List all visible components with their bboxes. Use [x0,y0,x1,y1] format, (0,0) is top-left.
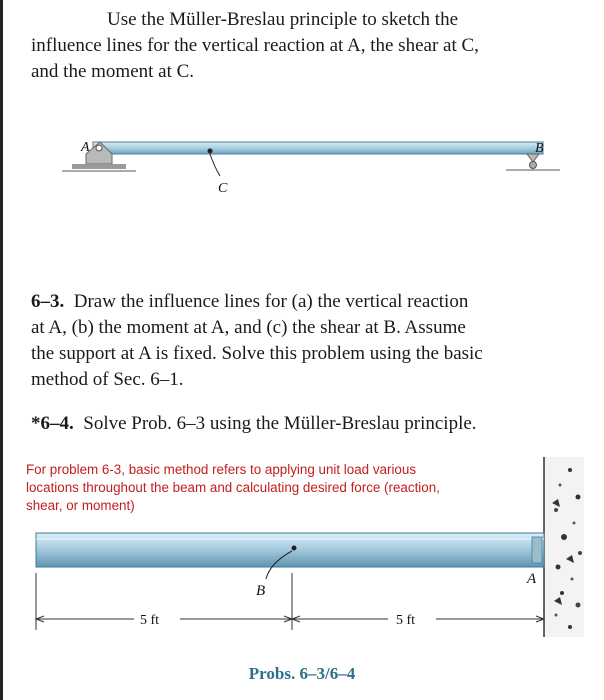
note-line1: For problem 6-3, basic method refers to applying unit load various [26,462,417,477]
label-b: B [535,141,544,156]
problem-6-2-line2: influence lines for the vertical reaction at A, the shear at C, [31,35,479,56]
fixed-end-plate [532,537,542,563]
roller-support-b [506,154,560,170]
problem-6-3-line2: at A, (b) the moment at A, and (c) the shear at B. Assume [31,317,466,338]
label-c: C [218,181,228,196]
problem-6-2-line1: Use the Müller-Breslau principle to sketch the [107,9,459,30]
note-line3: shear, or moment) [26,498,135,513]
problem-6-3-line4: method of Sec. 6–1. [31,369,184,390]
problem-6-4-text: Solve Prob. 6–3 using the Müller-Breslau principle. [83,413,477,434]
label-a: A [81,140,90,155]
dimension-left: 5 ft [140,613,160,628]
problem-6-3-text1: Draw the influence lines for (a) the vertical reaction [73,291,469,312]
cantilever-beam [36,533,544,567]
problem-6-3-number: 6–3. [31,291,65,312]
point-c-marker [208,149,213,154]
note-line2: locations throughout the beam and calculating desired force (reaction, [26,480,440,495]
problem-6-3-line3: the support at A is fixed. Solve this problem using the basic [31,343,483,364]
figure-caption: Probs. 6–3/6–4 [248,664,356,683]
problem-6-2-line3: and the moment at C. [31,61,195,82]
point-b-marker [292,546,297,551]
problem-6-4-line [31,412,477,436]
beam-ab [93,142,543,154]
figure-2-cantilever-diagram [0,455,604,640]
point-c-leader [210,154,220,176]
dimension-lines [36,573,544,630]
problem-6-4-number: *6–4. [31,413,74,434]
dimension-right: 5 ft [396,613,416,628]
label-b: B [256,583,266,599]
problem-6-3-line1 [31,290,468,314]
figure-1-beam-diagram [0,130,604,200]
label-a: A [527,571,537,587]
fixed-wall-support [544,457,584,637]
